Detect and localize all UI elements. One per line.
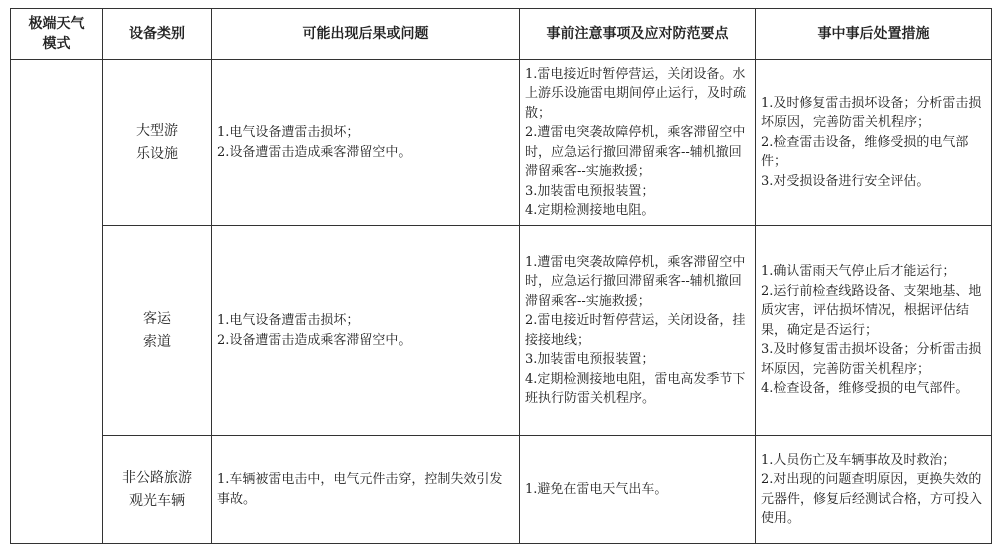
prevention-cell	[520, 60, 756, 226]
lightning-measures-table	[10, 8, 992, 544]
list-item: 4.定期检测接地电阻，雷电高发季节下班执行防雷关机程序。	[525, 371, 746, 406]
list-item: 1.人员伤亡及车辆事故及时救治；	[761, 452, 956, 468]
list-item: 1.遭雷电突袭故障停机，乘客滞留空中时，应急运行撤回滞留乘客--辅机撤回滞留乘客--实施救援；	[525, 254, 746, 309]
list-item: 1.电气设备遭雷击损坏；	[217, 313, 360, 328]
prevention-cell	[520, 436, 756, 544]
weather-mode-cell	[11, 60, 103, 544]
header-weather-mode-line1: 极端天气	[28, 16, 85, 32]
consequences-cell	[212, 226, 520, 436]
list-item: 2.对出现的问题查明原因，更换失效的元器件，修复后经测试合格，方可投入使用。	[761, 472, 983, 526]
category-line: 非公路旅游	[122, 469, 192, 486]
category-cell	[103, 226, 212, 436]
header-row	[11, 9, 992, 60]
response-cell	[756, 436, 992, 544]
category-line: 索道	[143, 333, 171, 350]
list-item: 4.检查设备，维修受损的电气部件。	[761, 381, 969, 397]
header-weather-mode	[11, 9, 103, 60]
list-item: 1.确认雷雨天气停止后才能运行；	[761, 264, 956, 280]
list-item: 1.避免在雷电天气出车。	[525, 481, 668, 497]
category-line: 观光车辆	[129, 492, 185, 509]
list-item: 2.运行前检查线路设备、支架地基、地质灾害，评估损坏情况，根据评估结果，确定是否运行；	[761, 283, 982, 338]
header-response: 事中事后处置措施	[756, 9, 992, 60]
consequences-cell	[212, 436, 520, 544]
list-item: 1.车辆被雷电击中，电气元件击穿，控制失效引发事故。	[217, 472, 503, 507]
list-item: 1.电气设备遭雷击损坏；	[217, 125, 360, 140]
list-item: 1.雷电接近时暂停营运，关闭设备。水上游乐设施雷电期间停止运行，及时疏散；	[525, 66, 747, 121]
category-cell	[103, 436, 212, 544]
consequences-cell	[212, 60, 520, 226]
category-cell	[103, 60, 212, 226]
header-prevention: 事前注意事项及应对防范要点	[520, 9, 756, 60]
table-row	[11, 226, 992, 436]
list-item: 3.加装雷电预报装置；	[525, 352, 655, 367]
list-item: 2.设备遭雷击造成乘客滞留空中。	[217, 332, 412, 348]
list-item: 2.雷电接近时暂停营运，关闭设备，挂接接地线；	[525, 313, 746, 348]
list-item: 2.检查雷击设备，维修受损的电气部件；	[761, 134, 969, 170]
list-item: 4.定期检测接地电阻。	[525, 203, 655, 218]
list-item: 2.设备遭雷击造成乘客滞留空中。	[217, 144, 412, 160]
header-weather-mode-line2: 模式	[42, 36, 71, 52]
response-cell	[756, 226, 992, 436]
table-row	[11, 436, 992, 544]
prevention-cell	[520, 226, 756, 436]
response-cell	[756, 60, 992, 226]
header-category: 设备类别	[103, 9, 212, 60]
category-line: 大型游	[136, 122, 178, 139]
category-line: 乐设施	[136, 145, 178, 162]
table-row	[11, 60, 992, 226]
list-item: 1.及时修复雷击损坏设备；分析雷击损坏原因，完善防雷关机程序；	[761, 95, 982, 131]
list-item: 3.对受损设备进行安全评估。	[761, 173, 930, 189]
list-item: 3.及时修复雷击损坏设备；分析雷击损坏原因，完善防雷关机程序；	[761, 342, 982, 377]
header-consequences: 可能出现后果或问题	[212, 9, 520, 60]
category-line: 客运	[143, 310, 171, 327]
list-item: 2.遭雷电突袭故障停机，乘客滞留空中时，应急运行撤回滞留乘客--辅机撤回滞留乘客--实施救援；	[525, 125, 746, 179]
list-item: 3.加装雷电预报装置；	[525, 183, 655, 199]
